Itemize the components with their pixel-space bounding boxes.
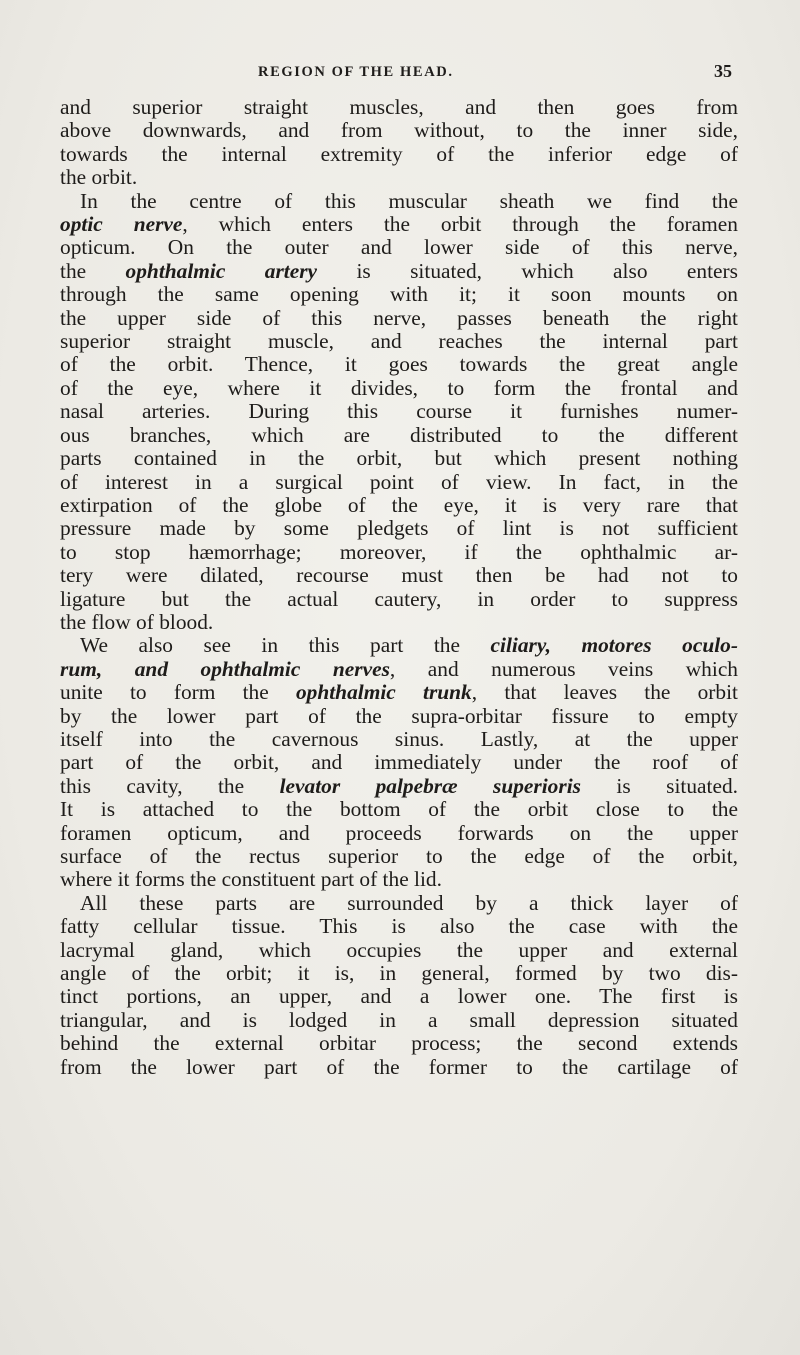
emphasized-term: levator palpebræ superioris <box>279 773 581 798</box>
text-line: We also see in this part the ciliary, motores oculo- <box>80 633 738 658</box>
text-line: through the same opening with it; it soon mounts on <box>60 282 738 307</box>
text-line: nasal arteries. During this course it furnishes numer- <box>60 399 738 424</box>
text-line: ligature but the actual cautery, in order to suppress <box>60 586 738 611</box>
text-line: of the eye, where it divides, to form the frontal and <box>60 375 738 400</box>
text-line: by the lower part of the supra-orbitar fissure to empty <box>60 703 738 728</box>
emphasized-term: ophthalmic trunk <box>295 680 472 705</box>
text-line: surface of the rectus superior to the edge of the orbit, <box>60 844 738 868</box>
paragraph-2 <box>60 190 738 635</box>
text-line: itself into the cavernous sinus. Lastly, at the upper <box>60 726 738 751</box>
text-line: lacrymal gland, which occupies the upper and external <box>60 937 738 962</box>
text-line: towards the internal extremity of the inferior edge of <box>60 141 738 166</box>
text-line: part of the orbit, and immediately under the roof of <box>60 750 738 775</box>
text-line: tery were dilated, recourse must then be had not to <box>60 563 738 588</box>
text-line: to stop hæmorrhage; moreover, if the ophthalmic ar- <box>60 539 738 564</box>
text-line: above downwards, and from without, to the inner side, <box>60 118 738 143</box>
text-line: of the orbit. Thence, it goes towards the great angle <box>60 352 738 377</box>
text-line: parts contained in the orbit, but which present nothing <box>60 446 738 471</box>
text-line: pressure made by some pledgets of lint is not sufficient <box>60 516 738 541</box>
paragraph-3 <box>60 634 738 891</box>
text-line: of interest in a surgical point of view. In fact, in the <box>60 469 738 494</box>
emphasized-term: optic nerve <box>60 212 183 237</box>
text-line: the ophthalmic artery is situated, which also enters <box>60 258 738 283</box>
text-line: extirpation of the globe of the eye, it is very rare that <box>60 492 738 517</box>
running-title: REGION OF THE HEAD. <box>258 64 454 80</box>
text-line: triangular, and is lodged in a small depression situated <box>60 1007 738 1032</box>
text-line: All these parts are surrounded by a thick layer of <box>80 890 738 915</box>
text-line: and superior straight muscles, and then goes from <box>60 95 738 119</box>
text-line: rum, and ophthalmic nerves, and numerous veins which <box>60 656 739 681</box>
text-line: fatty cellular tissue. This is also the case with the <box>60 914 738 939</box>
text-line: superior straight muscle, and reaches the internal part <box>60 329 738 354</box>
paragraph-4 <box>60 892 738 1079</box>
text-line: angle of the orbit; it is, in general, formed by two dis- <box>60 961 738 986</box>
text-line: where it forms the constituent part of the lid. <box>60 867 442 892</box>
paragraph-1 <box>60 96 738 190</box>
text-line: In the centre of this muscular sheath we find the <box>80 188 738 213</box>
text-line: optic nerve, which enters the orbit through the foramen <box>60 212 739 237</box>
page-number: 35 <box>714 61 732 81</box>
text-line: foramen opticum, and proceeds forwards on the upper <box>60 820 738 845</box>
text-line: tinct portions, an upper, and a lower one. The first is <box>60 984 738 1009</box>
text-line: It is attached to the bottom of the orbit close to the <box>60 797 738 822</box>
text-line: the orbit. <box>60 165 138 190</box>
body-text <box>60 96 738 1079</box>
emphasized-term: ophthalmic artery <box>125 258 318 283</box>
running-head <box>150 61 738 88</box>
text-line: from the lower part of the former to the cartilage of <box>60 1054 738 1079</box>
text-line: this cavity, the levator palpebræ superioris is situated. <box>60 773 738 798</box>
text-line: the flow of blood. <box>60 609 214 634</box>
text-line: unite to form the ophthalmic trunk, that leaves the orbit <box>60 680 738 705</box>
text-line: the upper side of this nerve, passes beneath the right <box>60 305 738 330</box>
text-line: behind the external orbitar process; the second extends <box>60 1031 738 1056</box>
emphasized-term: ciliary, motores oculo- <box>490 633 738 658</box>
text-line: ous branches, which are distributed to the different <box>60 422 738 447</box>
emphasized-term: rum, and ophthalmic nerves <box>60 656 390 681</box>
text-line: opticum. On the outer and lower side of this nerve, <box>60 235 738 260</box>
